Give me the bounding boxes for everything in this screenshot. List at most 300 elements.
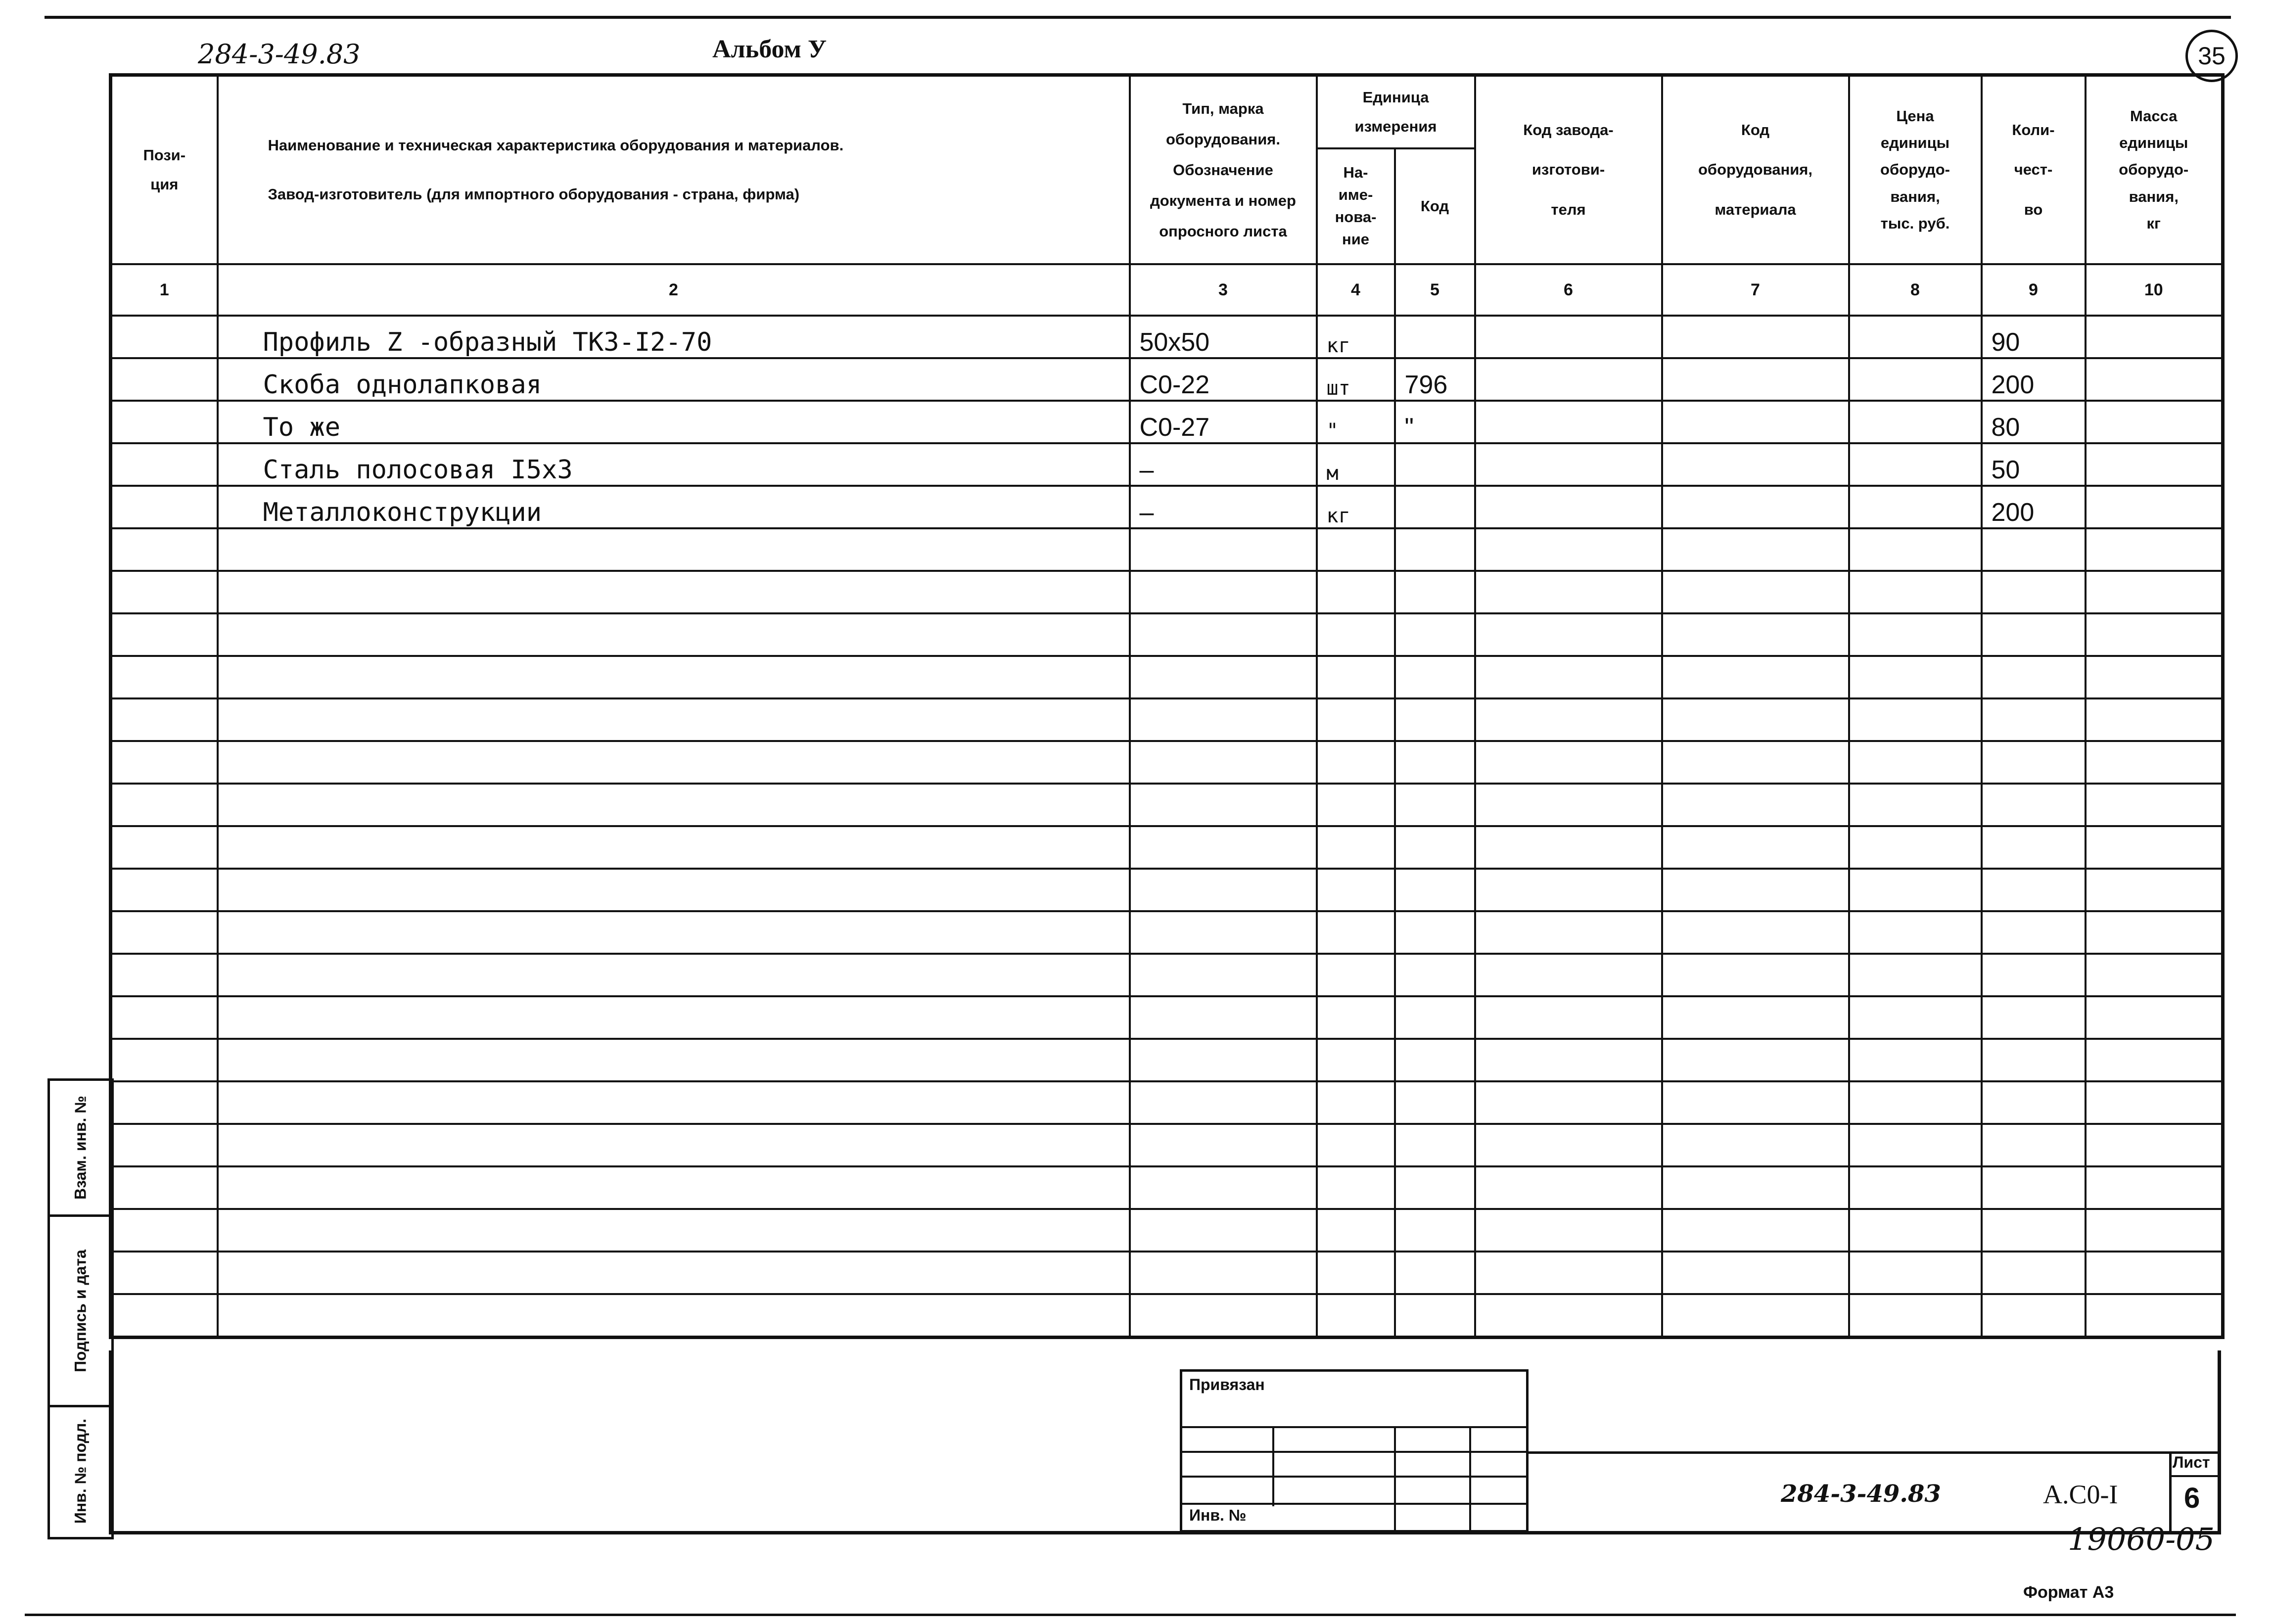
- header-quantity: Коли- чест- во: [1982, 75, 2086, 265]
- cell-mass: [2086, 358, 2223, 401]
- empty-cell: [1130, 954, 1317, 996]
- empty-row: [111, 954, 2223, 996]
- empty-cell: [1395, 826, 1475, 869]
- inventory-number: 19060-05: [2068, 1521, 2215, 1557]
- cell-plant-code: [1475, 316, 1662, 358]
- empty-cell: [1317, 1124, 1395, 1166]
- empty-cell: [1130, 1252, 1317, 1294]
- empty-cell: [1475, 1252, 1662, 1294]
- handwritten-doc-code: 284-3-49.83: [198, 39, 361, 70]
- empty-cell: [218, 1081, 1130, 1124]
- empty-row: [111, 528, 2223, 571]
- empty-cell: [1475, 954, 1662, 996]
- empty-cell: [1662, 1209, 1849, 1252]
- empty-cell: [1395, 1252, 1475, 1294]
- column-number: 2: [218, 264, 1130, 316]
- side-label-replacement: Взам. инв. №: [71, 1096, 90, 1200]
- cell-name: Профиль Z -образный ТК3-I2-70: [218, 316, 1130, 358]
- empty-cell: [111, 1124, 218, 1166]
- empty-cell: [1475, 741, 1662, 784]
- column-number: 10: [2086, 264, 2223, 316]
- empty-row: [111, 869, 2223, 911]
- header-price: Цена единицы оборудо- вания, тыс. руб.: [1849, 75, 1982, 265]
- header-unit-code: Код: [1395, 148, 1475, 264]
- cell-mass: [2086, 401, 2223, 443]
- empty-cell: [1662, 911, 1849, 954]
- empty-cell: [1982, 1039, 2086, 1081]
- empty-cell: [1317, 571, 1395, 613]
- empty-cell: [1317, 784, 1395, 826]
- cell-type: –: [1130, 486, 1317, 528]
- inv-label: Инв. №: [1189, 1506, 1247, 1524]
- empty-cell: [1982, 528, 2086, 571]
- empty-cell: [111, 613, 218, 656]
- cell-unit: кг: [1317, 486, 1395, 528]
- cell-price: [1849, 443, 1982, 486]
- cell-equipment-code: [1662, 358, 1849, 401]
- empty-cell: [1395, 784, 1475, 826]
- empty-row: [111, 826, 2223, 869]
- empty-cell: [218, 613, 1130, 656]
- cell-position: [111, 316, 218, 358]
- empty-cell: [1982, 869, 2086, 911]
- sheet-number: 6: [2184, 1482, 2200, 1514]
- empty-cell: [1395, 911, 1475, 954]
- cell-name: Металлоконструкции: [218, 486, 1130, 528]
- cell-unit: ": [1317, 401, 1395, 443]
- empty-cell: [2086, 1081, 2223, 1124]
- bottom-border-line: [25, 1614, 2236, 1616]
- empty-cell: [2086, 613, 2223, 656]
- empty-cell: [1475, 1294, 1662, 1338]
- empty-cell: [1662, 784, 1849, 826]
- cell-name: Сталь полосовая I5x3: [218, 443, 1130, 486]
- column-number: 1: [111, 264, 218, 316]
- empty-cell: [1849, 996, 1982, 1039]
- empty-cell: [1317, 869, 1395, 911]
- empty-cell: [1130, 1124, 1317, 1166]
- empty-cell: [1662, 826, 1849, 869]
- empty-cell: [1849, 571, 1982, 613]
- empty-cell: [1130, 656, 1317, 698]
- cell-unit: шт: [1317, 358, 1395, 401]
- empty-cell: [218, 528, 1130, 571]
- empty-cell: [1395, 698, 1475, 741]
- empty-cell: [1395, 571, 1475, 613]
- empty-cell: [1130, 613, 1317, 656]
- empty-cell: [2086, 1252, 2223, 1294]
- empty-cell: [1317, 698, 1395, 741]
- empty-row: [111, 613, 2223, 656]
- empty-cell: [218, 826, 1130, 869]
- empty-cell: [1130, 1166, 1317, 1209]
- empty-cell: [218, 1124, 1130, 1166]
- empty-cell: [1662, 954, 1849, 996]
- empty-cell: [2086, 656, 2223, 698]
- empty-cell: [1130, 1209, 1317, 1252]
- empty-cell: [1662, 571, 1849, 613]
- empty-cell: [1395, 1166, 1475, 1209]
- cell-quantity: 90: [1982, 316, 2086, 358]
- empty-cell: [1317, 1166, 1395, 1209]
- empty-cell: [111, 1252, 218, 1294]
- side-label-signature: Подпись и дата: [71, 1250, 90, 1372]
- empty-cell: [1317, 741, 1395, 784]
- header-position: Пози- ция: [111, 75, 218, 265]
- empty-cell: [2086, 869, 2223, 911]
- empty-row: [111, 1081, 2223, 1124]
- empty-cell: [1395, 954, 1475, 996]
- empty-cell: [1130, 826, 1317, 869]
- empty-cell: [1982, 1209, 2086, 1252]
- cell-name: Скоба однолапковая: [218, 358, 1130, 401]
- empty-cell: [1130, 1039, 1317, 1081]
- empty-cell: [111, 1039, 218, 1081]
- empty-cell: [1662, 996, 1849, 1039]
- empty-cell: [1317, 911, 1395, 954]
- empty-cell: [1130, 741, 1317, 784]
- empty-cell: [1395, 1039, 1475, 1081]
- column-number: 3: [1130, 264, 1317, 316]
- empty-cell: [2086, 1294, 2223, 1338]
- cell-mass: [2086, 316, 2223, 358]
- empty-cell: [1982, 1294, 2086, 1338]
- cell-quantity: 80: [1982, 401, 2086, 443]
- cell-plant-code: [1475, 358, 1662, 401]
- specification-table: [109, 73, 2225, 1339]
- empty-cell: [1662, 869, 1849, 911]
- cell-type: С0-22: [1130, 358, 1317, 401]
- empty-cell: [1849, 1081, 1982, 1124]
- cell-mass: [2086, 486, 2223, 528]
- empty-cell: [218, 1209, 1130, 1252]
- empty-cell: [1849, 954, 1982, 996]
- empty-cell: [1317, 826, 1395, 869]
- cell-price: [1849, 486, 1982, 528]
- empty-cell: [1662, 698, 1849, 741]
- empty-cell: [1849, 784, 1982, 826]
- empty-cell: [2086, 826, 2223, 869]
- empty-cell: [1317, 656, 1395, 698]
- empty-cell: [1662, 1124, 1849, 1166]
- empty-cell: [111, 571, 218, 613]
- empty-cell: [1395, 869, 1475, 911]
- empty-cell: [1475, 1124, 1662, 1166]
- cell-price: [1849, 316, 1982, 358]
- empty-cell: [1395, 741, 1475, 784]
- empty-cell: [1982, 698, 2086, 741]
- empty-cell: [1982, 1081, 2086, 1124]
- empty-cell: [1395, 528, 1475, 571]
- empty-cell: [1982, 996, 2086, 1039]
- empty-cell: [1662, 1294, 1849, 1338]
- empty-cell: [1130, 869, 1317, 911]
- cell-type: –: [1130, 443, 1317, 486]
- title-mark: А.С0-I: [2043, 1480, 2118, 1509]
- empty-cell: [1662, 1166, 1849, 1209]
- format-label: Формат А3: [2023, 1583, 2114, 1602]
- empty-cell: [1849, 1294, 1982, 1338]
- empty-cell: [111, 656, 218, 698]
- empty-cell: [1662, 741, 1849, 784]
- cell-quantity: 50: [1982, 443, 2086, 486]
- empty-cell: [111, 741, 218, 784]
- header-mass: Масса единицы оборудо- вания, кг: [2086, 75, 2223, 265]
- empty-cell: [1317, 1209, 1395, 1252]
- empty-cell: [1982, 1124, 2086, 1166]
- empty-cell: [1982, 656, 2086, 698]
- empty-row: [111, 1166, 2223, 1209]
- empty-cell: [1130, 1294, 1317, 1338]
- empty-cell: [1982, 784, 2086, 826]
- title-block-line: [1529, 1451, 2221, 1454]
- header-unit-group: Единица измерения: [1317, 75, 1475, 149]
- cell-price: [1849, 358, 1982, 401]
- table-row: [111, 443, 2223, 486]
- empty-cell: [1317, 954, 1395, 996]
- empty-row: [111, 1252, 2223, 1294]
- empty-cell: [2086, 698, 2223, 741]
- top-border-line: [45, 16, 2231, 19]
- empty-cell: [1475, 1039, 1662, 1081]
- empty-cell: [1130, 528, 1317, 571]
- column-number: 6: [1475, 264, 1662, 316]
- empty-cell: [1395, 656, 1475, 698]
- cell-position: [111, 443, 218, 486]
- empty-cell: [1662, 528, 1849, 571]
- header-type: Тип, марка оборудования. Обозначение документа и номер опросного листа: [1130, 75, 1317, 265]
- column-number: 7: [1662, 264, 1849, 316]
- column-number: 4: [1317, 264, 1395, 316]
- empty-cell: [218, 698, 1130, 741]
- empty-cell: [2086, 571, 2223, 613]
- empty-row: [111, 996, 2223, 1039]
- empty-cell: [1849, 911, 1982, 954]
- empty-row: [111, 1294, 2223, 1338]
- empty-cell: [1475, 698, 1662, 741]
- empty-cell: [1662, 1081, 1849, 1124]
- empty-cell: [1849, 741, 1982, 784]
- empty-cell: [1317, 613, 1395, 656]
- empty-row: [111, 698, 2223, 741]
- empty-cell: [1982, 1252, 2086, 1294]
- empty-cell: [1317, 1294, 1395, 1338]
- empty-cell: [1662, 656, 1849, 698]
- empty-cell: [1395, 613, 1475, 656]
- empty-cell: [1849, 1039, 1982, 1081]
- empty-cell: [111, 1209, 218, 1252]
- empty-cell: [218, 911, 1130, 954]
- empty-row: [111, 911, 2223, 954]
- cell-plant-code: [1475, 443, 1662, 486]
- table-row: [111, 486, 2223, 528]
- side-label-inventory: Инв. № подл.: [71, 1418, 90, 1524]
- empty-row: [111, 571, 2223, 613]
- empty-cell: [1317, 1252, 1395, 1294]
- empty-cell: [1475, 996, 1662, 1039]
- cell-equipment-code: [1662, 316, 1849, 358]
- cell-equipment-code: [1662, 443, 1849, 486]
- empty-cell: [1475, 1081, 1662, 1124]
- empty-cell: [1475, 869, 1662, 911]
- empty-cell: [1849, 613, 1982, 656]
- table-row: [111, 401, 2223, 443]
- empty-cell: [2086, 954, 2223, 996]
- header-name: [218, 75, 1130, 265]
- empty-rows: [111, 528, 2223, 1338]
- empty-cell: [1130, 911, 1317, 954]
- empty-cell: [218, 1039, 1130, 1081]
- cell-plant-code: [1475, 401, 1662, 443]
- empty-cell: [2086, 1039, 2223, 1081]
- empty-row: [111, 1209, 2223, 1252]
- empty-cell: [2086, 996, 2223, 1039]
- empty-cell: [1475, 1209, 1662, 1252]
- empty-cell: [1395, 996, 1475, 1039]
- header-unit-name: На- име- нова- ние: [1317, 148, 1395, 264]
- empty-cell: [111, 784, 218, 826]
- cell-quantity: 200: [1982, 358, 2086, 401]
- empty-cell: [218, 1166, 1130, 1209]
- cell-type: 50x50: [1130, 316, 1317, 358]
- empty-cell: [111, 954, 218, 996]
- cell-unit: кг: [1317, 316, 1395, 358]
- cell-price: [1849, 401, 1982, 443]
- empty-cell: [1849, 1252, 1982, 1294]
- cell-quantity: 200: [1982, 486, 2086, 528]
- column-number: 8: [1849, 264, 1982, 316]
- empty-cell: [1317, 528, 1395, 571]
- empty-cell: [1395, 1209, 1475, 1252]
- empty-cell: [111, 996, 218, 1039]
- bound-stamp-box: [1180, 1369, 1529, 1532]
- cell-position: [111, 486, 218, 528]
- empty-cell: [111, 1166, 218, 1209]
- empty-cell: [1982, 826, 2086, 869]
- empty-cell: [1317, 996, 1395, 1039]
- empty-cell: [1395, 1294, 1475, 1338]
- empty-cell: [1982, 613, 2086, 656]
- empty-cell: [1849, 1209, 1982, 1252]
- empty-cell: [1849, 656, 1982, 698]
- empty-cell: [218, 784, 1130, 826]
- empty-cell: [1849, 869, 1982, 911]
- header-name-line2: Завод-изготовитель (для импортного оборудования - страна, фирма): [268, 185, 800, 203]
- cell-unit-code: ": [1395, 401, 1475, 443]
- empty-cell: [1130, 996, 1317, 1039]
- empty-cell: [111, 869, 218, 911]
- empty-row: [111, 784, 2223, 826]
- column-number: 9: [1982, 264, 2086, 316]
- cell-unit: м: [1317, 443, 1395, 486]
- empty-cell: [1395, 1081, 1475, 1124]
- empty-cell: [111, 826, 218, 869]
- empty-cell: [1849, 826, 1982, 869]
- empty-cell: [2086, 528, 2223, 571]
- empty-cell: [111, 698, 218, 741]
- empty-cell: [218, 869, 1130, 911]
- side-cell-inventory: [50, 1407, 111, 1534]
- album-title: Альбом У: [712, 35, 827, 63]
- empty-cell: [1475, 911, 1662, 954]
- empty-cell: [1849, 1124, 1982, 1166]
- empty-cell: [218, 954, 1130, 996]
- sheet-separator: [2169, 1475, 2221, 1477]
- cell-unit-code: [1395, 443, 1475, 486]
- empty-cell: [2086, 1209, 2223, 1252]
- empty-cell: [1130, 1081, 1317, 1124]
- empty-cell: [1982, 741, 2086, 784]
- empty-cell: [1475, 613, 1662, 656]
- side-stamp: [47, 1078, 114, 1539]
- empty-cell: [111, 528, 218, 571]
- empty-cell: [111, 911, 218, 954]
- empty-cell: [218, 996, 1130, 1039]
- table-row: [111, 316, 2223, 358]
- cell-position: [111, 358, 218, 401]
- cell-name: То же: [218, 401, 1130, 443]
- empty-cell: [1475, 784, 1662, 826]
- empty-cell: [1475, 528, 1662, 571]
- cell-unit-code: [1395, 316, 1475, 358]
- empty-cell: [1475, 571, 1662, 613]
- empty-cell: [1982, 954, 2086, 996]
- empty-row: [111, 741, 2223, 784]
- cell-plant-code: [1475, 486, 1662, 528]
- empty-cell: [1317, 1039, 1395, 1081]
- empty-cell: [111, 1294, 218, 1338]
- header-name-line1: Наименование и техническая характеристика оборудования и материалов.: [268, 136, 844, 154]
- empty-cell: [1395, 1124, 1475, 1166]
- empty-cell: [218, 1294, 1130, 1338]
- sheet-label: Лист: [2173, 1453, 2210, 1471]
- empty-cell: [1982, 571, 2086, 613]
- cell-position: [111, 401, 218, 443]
- empty-cell: [218, 1252, 1130, 1294]
- side-cell-replacement: [50, 1081, 111, 1217]
- empty-cell: [218, 741, 1130, 784]
- empty-cell: [1475, 656, 1662, 698]
- empty-row: [111, 656, 2223, 698]
- empty-cell: [1130, 784, 1317, 826]
- cell-unit-code: 796: [1395, 358, 1475, 401]
- cell-mass: [2086, 443, 2223, 486]
- side-cell-signature: [50, 1217, 111, 1407]
- empty-cell: [1475, 1166, 1662, 1209]
- bound-label: Привязан: [1189, 1376, 1265, 1393]
- empty-row: [111, 1039, 2223, 1081]
- cell-type: С0-27: [1130, 401, 1317, 443]
- empty-cell: [218, 571, 1130, 613]
- empty-cell: [1662, 613, 1849, 656]
- empty-cell: [1662, 1252, 1849, 1294]
- cell-equipment-code: [1662, 486, 1849, 528]
- empty-cell: [1317, 1081, 1395, 1124]
- empty-cell: [2086, 1124, 2223, 1166]
- empty-cell: [1475, 826, 1662, 869]
- page-number-circle: 35: [2185, 30, 2238, 82]
- header-plant-code: Код завода- изготови- теля: [1475, 75, 1662, 265]
- empty-cell: [1130, 571, 1317, 613]
- title-doc-code: 284-3-49.83: [1781, 1480, 1941, 1508]
- header-equipment-code: Код оборудования, материала: [1662, 75, 1849, 265]
- empty-cell: [2086, 741, 2223, 784]
- empty-cell: [1849, 698, 1982, 741]
- column-number: 5: [1395, 264, 1475, 316]
- empty-cell: [1982, 1166, 2086, 1209]
- cell-unit-code: [1395, 486, 1475, 528]
- empty-cell: [2086, 1166, 2223, 1209]
